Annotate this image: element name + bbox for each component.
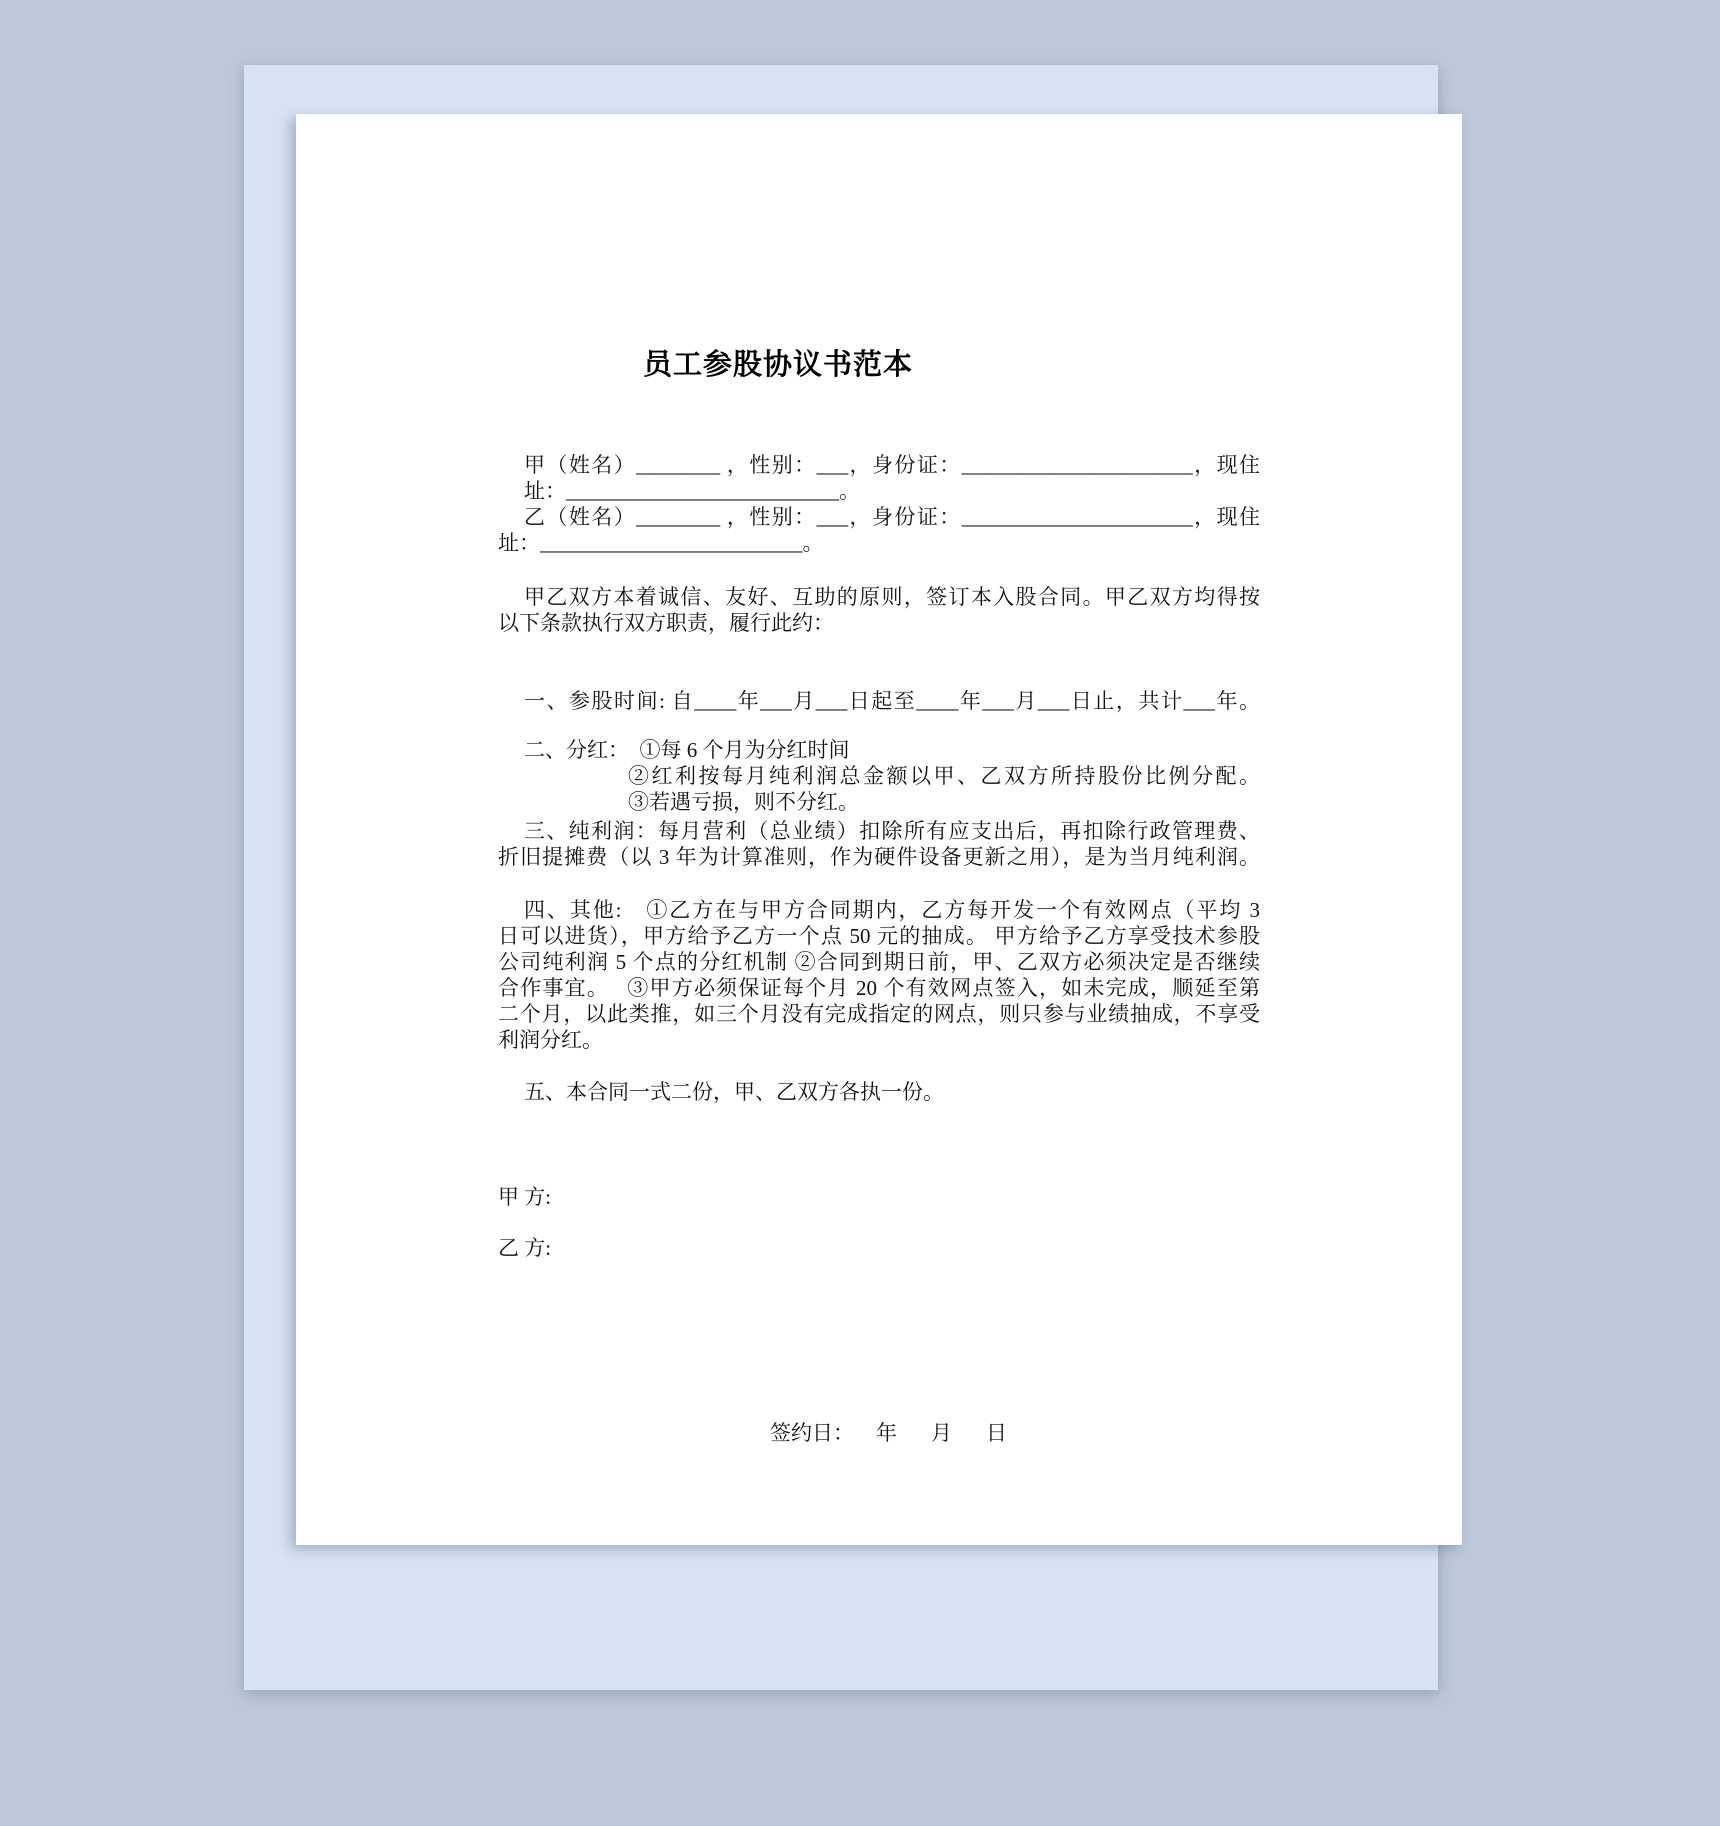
- text-line: 乙（姓名）________ ，性别：___，身份证：______________________，现住: [524, 505, 1260, 529]
- section-net-profit: [498, 818, 1260, 870]
- document-page: [296, 114, 1462, 1545]
- party-b-signature-label: 乙 方:: [498, 1236, 552, 1260]
- document-content: [296, 344, 1462, 1446]
- party-info-block: [498, 452, 1260, 556]
- text-line: 利润分红。: [498, 1028, 603, 1052]
- text-line: 三、纯利润：每月营利（总业绩）扣除所有应支出后，再扣除行政管理费、: [524, 819, 1260, 843]
- party-a-signature-label: 甲 方:: [498, 1185, 552, 1209]
- text-line: 日可以进货），甲方给予乙方一个点 50 元的抽成。 甲方给予乙方享受技术参股: [498, 924, 1260, 948]
- sign-date-label: 签约日：: [770, 1421, 854, 1445]
- sign-date-line: [770, 1420, 1260, 1446]
- sign-date-year-label: 年: [876, 1421, 897, 1445]
- text-line: 以下条款执行双方职责，履行此约：: [498, 611, 834, 635]
- text-line: 合作事宜。 ③甲方必须保证每个月 20 个有效网点签入，如未完成，顺延至第: [498, 976, 1260, 1000]
- document-title: 员工参股协议书范本: [643, 349, 914, 381]
- text-line: 址：_________________________。: [498, 531, 824, 555]
- section-participation-time: [498, 688, 1260, 714]
- section-others: [498, 897, 1260, 1053]
- text-line: 四、其他: ①乙方在与甲方合同期内，乙方每开发一个有效网点（平均 3: [524, 898, 1260, 922]
- sign-date-day-label: 日: [986, 1421, 1007, 1445]
- preamble-paragraph: [498, 584, 1260, 636]
- text-line: 二、分红： ①每 6 个月为分红时间: [524, 738, 850, 762]
- sign-date-month-label: 月: [931, 1421, 952, 1445]
- text-line: 甲（姓名）________ ，性别：___，身份证：______________________，现住: [524, 453, 1260, 477]
- text-line: 址：__________________________。: [524, 479, 860, 503]
- text-line: ③若遇亏损，则不分红。: [628, 790, 859, 814]
- text-line: 公司纯利润 5 个点的分红机制 ②合同到期日前，甲、乙双方必须决定是否继续: [498, 950, 1260, 974]
- text-line: 五、本合同一式二份，甲、乙双方各执一份。: [524, 1080, 944, 1104]
- text-line: ②红利按每月纯利润总金额以甲、乙双方所持股份比例分配。: [628, 764, 1260, 788]
- text-line: 一、参股时间: 自____年___月___日起至____年___月___日止，共计___年。: [524, 689, 1260, 713]
- text-line: 甲乙双方本着诚信、友好、互助的原则，签订本入股合同。甲乙双方均得按: [524, 585, 1260, 609]
- text-line: 二个月，以此类推，如三个月没有完成指定的网点，则只参与业绩抽成，不享受: [498, 1002, 1260, 1026]
- section-dividends: [498, 737, 1260, 815]
- section-copies: [498, 1079, 1260, 1105]
- text-line: 折旧提摊费（以 3 年为计算准则，作为硬件设备更新之用），是为当月纯利润。: [498, 845, 1260, 869]
